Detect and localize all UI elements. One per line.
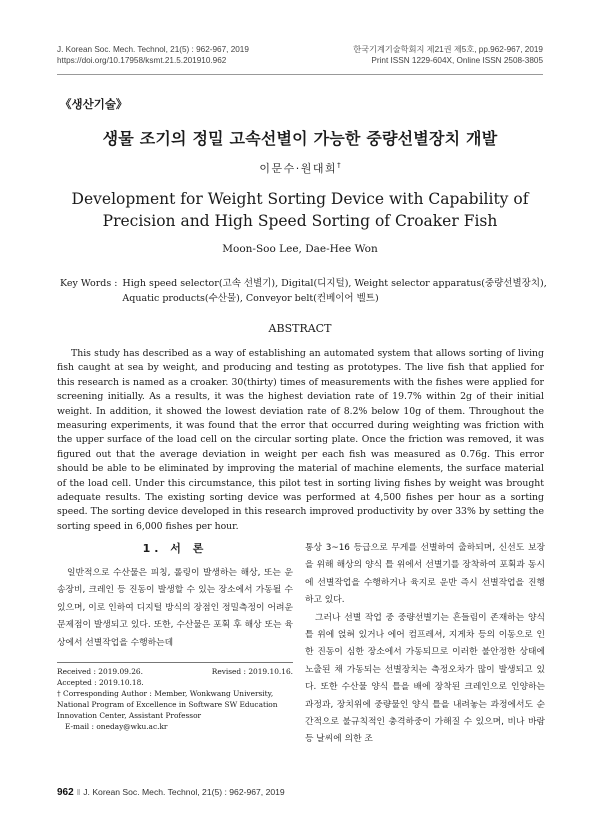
footnote-divider: [57, 662, 293, 663]
authors-korean: [0, 160, 600, 176]
page-footer: [57, 787, 285, 798]
header-issn: Print ISSN 1229-604X, Online ISSN 2508-3805: [371, 56, 543, 65]
title-english: [0, 188, 600, 232]
body-column-right: [305, 540, 545, 749]
section-heading-introduction: 1. 서 론: [142, 542, 208, 555]
header-citation: J. Korean Soc. Mech. Technol, 21(5) : 962-967, 2019: [57, 45, 249, 54]
received-date: Received : 2019.09.26.: [57, 667, 143, 676]
footer-citation: J. Korean Soc. Mech. Technol, 21(5) : 962-967, 2019: [83, 787, 285, 797]
abstract-text: This study has described as a way of establishing an automated system that allows sorting of living fish caught at sea by weight, and producing and testing as prototypes. The live fish that applied for this research is named as a croaker. 30(thirty) times of measurements with the fishes were applied for screening initially. As a results, it was the highest deviation rate of 19.7% within 2g of their initial weight. In addition, it showed the lowest deviation rate of 8.2% below 10g of them. Throughout the measuring experiments, it was found that the error that occurred during weighting was friction with the upper surface of the load cell on the circular sorting plate. Once the friction was removed, it was figured out that the average deviation in weight per each fish was measured as 0.76g. This error should be able to be eliminated by improving the material of machine elements, the surface material of the load cell. Under this circumstance, this pilot test in sorting living fishes by weight was brought adequate results. The existing sorting device was performed at 4,500 fishes per hour as a sorting speed. The sorting device developed in this research improved productivity by over 33% by setting the sorting speed in 6,000 fishes per hour.: [57, 348, 544, 532]
author-email: E-mail : oneday@wku.ac.kr: [65, 722, 168, 731]
body-paragraph: 그러나 선별 작업 중 중량선별기는 흔들림이 존재하는 양식 틀 위에 얹혀 있거나 에어 컴프레셔, 지게차 등의 이동으로 인한 진동이 심한 장소에서 가동되므로 이러한 불안정한 상태에 노출된 채 가동되는 선별장치는 측정오차가 많이 발생되고 있다. 또한 수산물 양식 틀을 배에 장착된 크레인으로 인양하는 과정과, 장치위에 중량물인 양식 틀을 내려놓는 과정에서도 순간적으로 불규칙적인 충격하중이 가해질 수 있으며, 비나 바람 등 날씨에 의한 조: [305, 612, 545, 745]
body-column-left: [57, 540, 293, 652]
title-english-line-2: Precision and High Speed Sorting of Croaker Fish: [102, 212, 498, 230]
keywords-label: Key Words :: [60, 278, 118, 289]
corresponding-author-mark: †: [337, 161, 341, 170]
title-english-line-1: Development for Weight Sorting Device with Capability of: [71, 190, 529, 208]
corresponding-author-note: † Corresponding Author : Member, Wonkwang University, National Program of Excellence in Software SW Education Innovation Center, Assistant Professor: [57, 689, 278, 720]
revised-date: Revised : 2019.10.16.: [211, 667, 293, 676]
body-paragraph: 통상 3~16 등급으로 무게를 선별하여 출하되며, 신선도 보장을 위해 해상의 양식 틀 위에서 선별기를 장착하여 포획과 동시에 선별작업을 수행하거나 육지로 운반 즉시 선별작업을 진행하고 있다.: [305, 543, 545, 606]
keywords-list: High speed selector(고속 선별기), Digital(디지털), Weight selector apparatus(중량선별장치), Aquatic products(수산물), Conveyor belt(컨베이어 벨트): [122, 278, 547, 304]
accepted-date: Accepted : 2019.10.18.: [57, 678, 144, 687]
header-doi-link[interactable]: https://doi.org/10.17958/ksmt.21.5.201910.962: [57, 56, 227, 65]
header-divider: [57, 74, 543, 75]
footer-separator: ‖: [76, 787, 81, 797]
title-korean: 생물 조기의 정밀 고속선별이 가능한 중량선별장치 개발: [102, 129, 498, 148]
header-journal-ko: 한국기계기술학회지 제21권 제5호, pp.962-967, 2019: [353, 45, 543, 54]
footnotes: [57, 666, 293, 732]
keywords: [60, 276, 550, 306]
running-header: [57, 44, 543, 66]
authors-english: Moon-Soo Lee, Dae-Hee Won: [222, 243, 378, 255]
abstract-heading: ABSTRACT: [268, 322, 332, 335]
page-number: 962: [57, 787, 74, 798]
body-paragraph: 일반적으로 수산물은 피칭, 롤링이 발생하는 해상, 또는 운송장비, 크레인 등 진동이 발생할 수 있는 장소에서 가동될 수 있으며, 이로 인하여 디지털 방식의 장점인 정밀측정이 어려운 문제점이 발생되고 있다. 또한, 수산물은 포획 후 해상 또는 육상에서 선별작업을 수행하는데: [57, 568, 293, 648]
authors-korean-names: 이문수·원대희: [259, 162, 338, 175]
article-category: 《생산기술》: [60, 97, 128, 111]
